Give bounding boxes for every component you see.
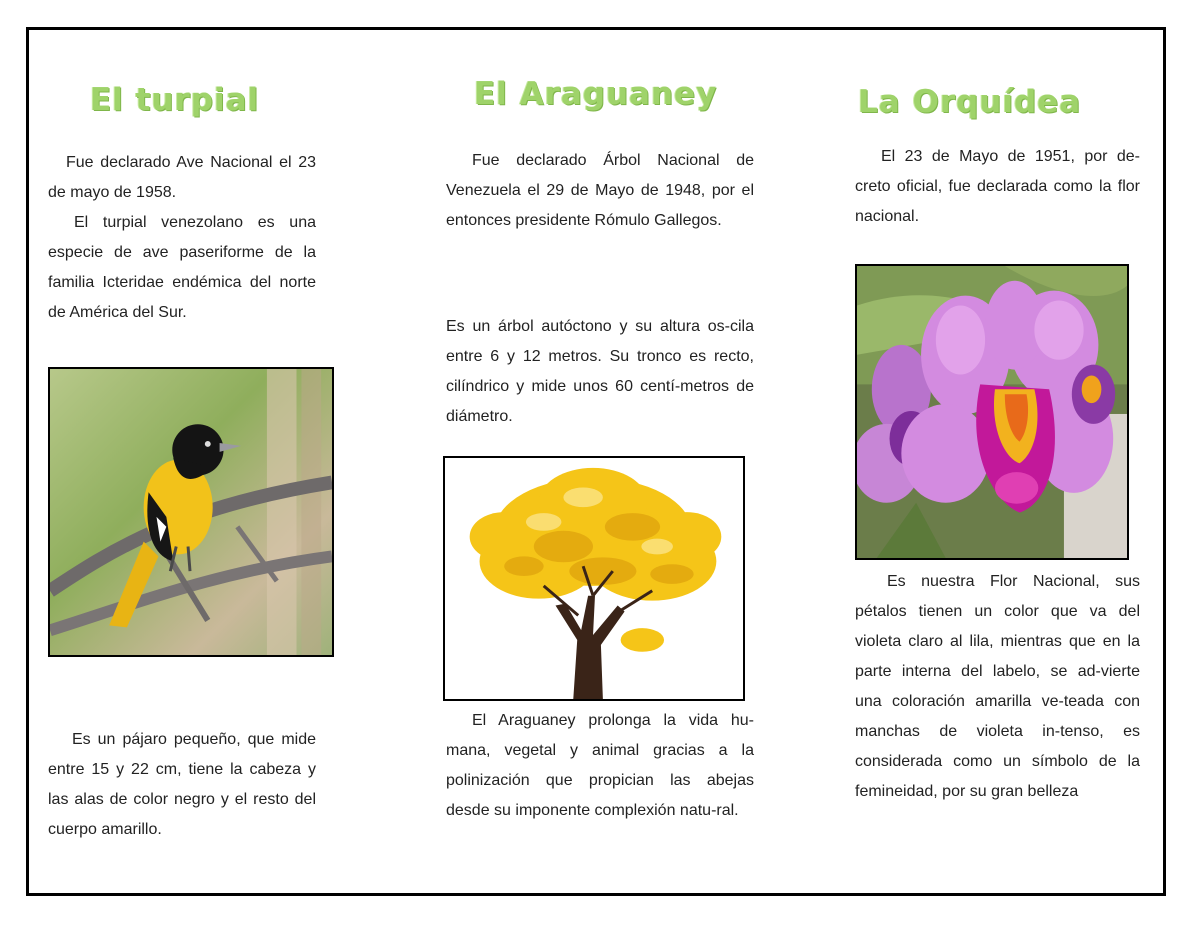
col2-paragraph-1-text: Fue declarado Árbol Nacional de Venezuela el 29 de Mayo de 1948, por el entonces presidente Rómulo Gallegos. bbox=[446, 152, 754, 229]
turpial-photo bbox=[48, 367, 334, 657]
col2-paragraph-2-text: Es un árbol autóctono y su altura os-cila entre 6 y 12 metros. Su tronco es recto, cilíndrico y mide unos 60 centí-metros de diámetro. bbox=[446, 318, 754, 425]
col3-paragraph-2-text: Es nuestra Flor Nacional, sus pétalos tienen un color que va del violeta claro al lila, mientras que en la parte interna del labelo, se ad-vierte una coloración amarilla ve-teada con manchas de violeta in-tenso, es considerada como un símbolo de la femineidad, por su gran belleza bbox=[855, 573, 1140, 800]
orquidea-flower-image bbox=[857, 266, 1127, 558]
col3-title: La Orquídea bbox=[858, 84, 1082, 120]
col2-paragraph-2 bbox=[446, 312, 754, 432]
araguaney-photo bbox=[443, 456, 745, 701]
col1-paragraph-3-text: Es un pájaro pequeño, que mide entre 15 y 22 cm, tiene la cabeza y las alas de color negro y el resto del cuerpo amarillo. bbox=[48, 731, 316, 838]
col2-title: El Araguaney bbox=[474, 76, 718, 112]
col1-paragraph-2-text: El turpial venezolano es una especie de ave paseriforme de la familia Icteridae endémica del norte de América del Sur. bbox=[48, 214, 316, 321]
orquidea-photo bbox=[855, 264, 1129, 560]
araguaney-tree-image bbox=[445, 458, 743, 699]
col1-paragraph-1 bbox=[48, 148, 316, 208]
col3-paragraph-1 bbox=[855, 142, 1140, 232]
turpial-bird-image bbox=[50, 369, 332, 655]
col1-paragraph-3 bbox=[48, 725, 316, 845]
col2-paragraph-1 bbox=[446, 146, 754, 236]
col2-paragraph-3 bbox=[446, 706, 754, 826]
col3-paragraph-1-text: El 23 de Mayo de 1951, por de-creto oficial, fue declarada como la flor nacional. bbox=[855, 148, 1140, 225]
col2-paragraph-3-text: El Araguaney prolonga la vida hu-mana, vegetal y animal gracias a la polinización que propician las abejas desde su imponente complexión natu-ral. bbox=[446, 712, 754, 819]
col1-title: El turpial bbox=[90, 82, 260, 118]
col1-paragraph-1-text: Fue declarado Ave Nacional el 23 de mayo de 1958. bbox=[48, 154, 316, 201]
col1-paragraph-2 bbox=[48, 208, 316, 328]
col3-paragraph-2 bbox=[855, 567, 1140, 807]
